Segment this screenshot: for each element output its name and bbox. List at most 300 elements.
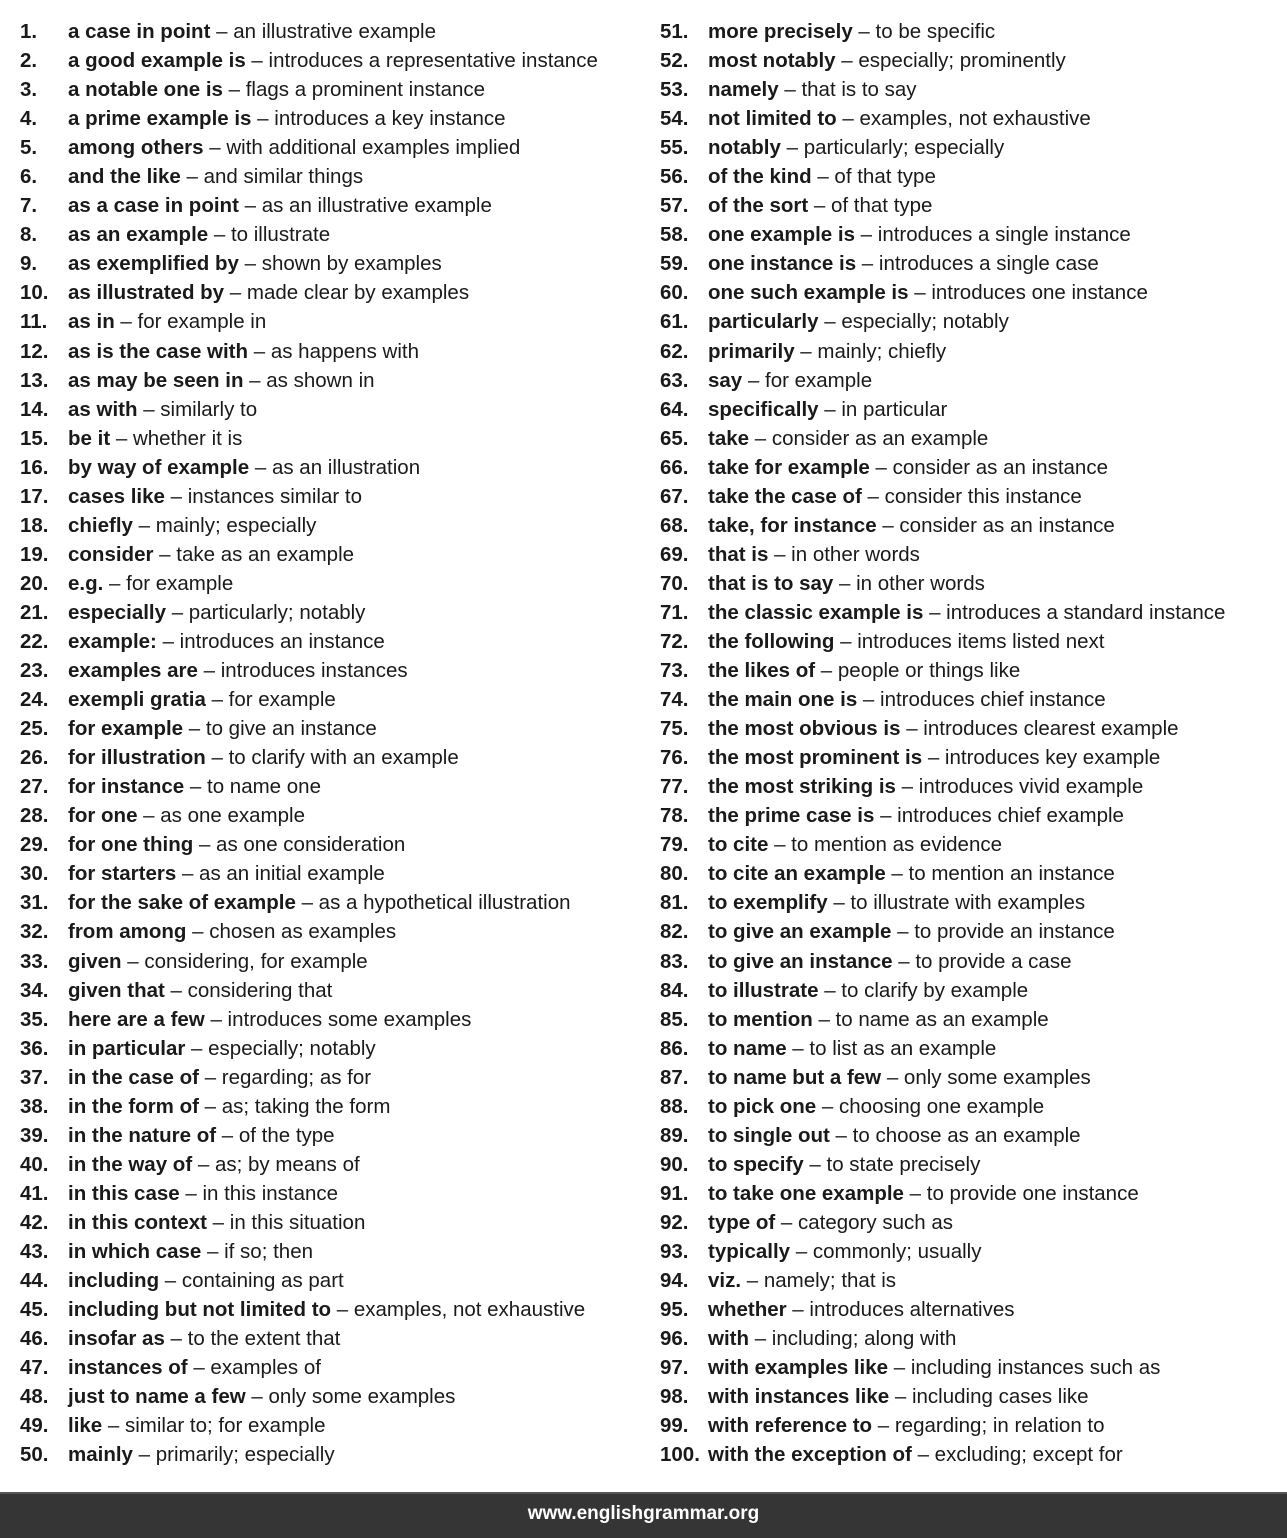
item-number: 35. [20,1007,49,1031]
list-item [20,656,645,685]
item-number: 57. [660,194,689,218]
item-term: notably [708,136,781,160]
list-item [20,1382,645,1411]
item-number: 11. [20,310,48,334]
item-number: 44. [20,1269,49,1293]
list-item [660,772,1280,801]
item-number: 92. [660,1210,689,1234]
item-definition: – especially; notably [185,1036,376,1060]
list-item [660,743,1280,772]
item-term: particularly [708,310,819,334]
list-item [660,1353,1280,1382]
item-term: for instance [68,775,185,799]
item-term: the prime case is [708,804,875,828]
item-term: the most prominent is [708,746,923,770]
item-term: take the case of [708,484,862,508]
list-item [660,1121,1280,1150]
item-number: 27. [20,775,49,799]
list-item [660,395,1280,424]
item-definition: – regarding; in relation to [872,1414,1105,1438]
item-term: instances of [68,1356,188,1380]
item-number: 12. [20,339,49,363]
list-item [660,220,1280,249]
item-definition: – introduces a single case [856,252,1099,276]
item-definition: – primarily; especially [132,1443,335,1467]
item-definition: – introduces clearest example [900,717,1179,741]
item-term: the classic example is [708,600,924,624]
item-definition: – introduces chief instance [857,688,1106,712]
item-term: that is [708,542,769,566]
item-term: namely [708,78,779,102]
item-number: 38. [20,1094,49,1118]
item-number: 51. [660,20,689,43]
list-item [20,482,645,511]
list-item [20,307,645,336]
item-definition: – and similar things [180,165,364,189]
item-term: for one [68,804,138,828]
item-definition: – to illustrate with examples [827,891,1086,915]
list-item [660,1208,1280,1237]
item-term: not limited to [708,107,837,131]
item-definition: – choosing one example [816,1094,1045,1118]
item-term: most notably [708,49,836,73]
list-item [20,540,645,569]
list-item [660,976,1280,1005]
item-term: of the sort [708,194,809,218]
item-definition: – considering that [164,978,333,1002]
item-definition: – particularly; notably [166,600,366,624]
item-term: take for example [708,455,870,479]
list-item [660,1237,1280,1266]
item-number: 21. [20,600,49,624]
item-number: 16. [20,455,49,479]
item-term: as may be seen in [68,368,244,392]
list-item [660,1382,1280,1411]
item-definition: – as one example [137,804,305,828]
item-term: including but not limited to [68,1298,332,1322]
item-term: specifically [708,397,819,421]
item-number: 5. [20,136,38,160]
item-number: 13. [20,368,49,392]
item-number: 54. [660,107,689,131]
item-number: 32. [20,920,49,944]
item-term: in the way of [68,1152,193,1176]
item-term: to take one example [708,1181,904,1205]
item-term: including [68,1269,160,1293]
list-item [20,1121,645,1150]
list-item [660,1063,1280,1092]
list-item [20,1150,645,1179]
item-term: in this context [68,1210,207,1234]
item-term: in the form of [68,1094,199,1118]
item-number: 15. [20,426,49,450]
item-term: chiefly [68,513,133,537]
item-number: 60. [660,281,689,305]
item-term: viz. [708,1269,742,1293]
item-number: 98. [660,1385,689,1409]
item-definition: – introduces a standard instance [923,600,1226,624]
item-definition: – as an initial example [176,862,385,886]
item-definition: – as one consideration [193,833,406,857]
item-number: 82. [660,920,689,944]
item-number: 37. [20,1065,49,1089]
item-definition: – introduces a key instance [251,107,506,131]
list-item [660,104,1280,133]
list-item [20,888,645,917]
item-number: 93. [660,1239,689,1263]
list-item [660,1034,1280,1063]
list-item [20,1295,645,1324]
item-number: 89. [660,1123,689,1147]
item-number: 33. [20,949,49,973]
item-number: 9. [20,252,38,276]
item-term: to exemplify [708,891,828,915]
item-definition: – consider as an instance [869,455,1108,479]
item-definition: – to provide a case [892,949,1072,973]
item-number: 41. [20,1181,49,1205]
item-number: 4. [20,107,38,131]
item-definition: – to clarify with an example [205,746,459,770]
item-definition: – as happens with [248,339,419,363]
item-definition: – containing as part [159,1269,344,1293]
item-number: 79. [660,833,689,857]
item-number: 39. [20,1123,49,1147]
item-number: 40. [20,1152,49,1176]
item-number: 25. [20,717,49,741]
list-item [20,772,645,801]
list-item [660,162,1280,191]
item-term: the likes of [708,659,816,683]
item-number: 100. [660,1443,700,1467]
item-number: 10. [20,281,49,305]
item-term: primarily [708,339,795,363]
item-definition: – especially; prominently [835,49,1066,73]
item-definition: – only some examples [245,1385,456,1409]
item-definition: – to be specific [852,20,996,43]
item-definition: – introduces instances [197,659,408,683]
item-definition: – for example [742,368,873,392]
item-term: with the exception of [708,1443,912,1467]
list-item [20,46,645,75]
list-item [20,75,645,104]
item-term: that is to say [708,571,834,595]
item-term: to mention [708,1007,813,1031]
item-number: 1. [20,20,38,43]
item-term: for one thing [68,833,194,857]
item-term: mainly [68,1443,133,1467]
item-term: whether [708,1298,787,1322]
item-term: with examples like [708,1356,889,1380]
item-number: 78. [660,804,689,828]
item-number: 86. [660,1036,689,1060]
item-number: 71. [660,600,689,624]
item-number: 52. [660,49,689,73]
item-definition: – commonly; usually [790,1239,982,1263]
item-term: be it [68,426,111,450]
item-definition: – with additional examples implied [203,136,521,160]
list-item [20,191,645,220]
item-number: 70. [660,571,689,595]
item-term: just to name a few [68,1385,246,1409]
item-number: 42. [20,1210,49,1234]
item-definition: – to provide an instance [891,920,1115,944]
item-number: 97. [660,1356,689,1380]
item-term: as exemplified by [68,252,239,276]
item-definition: – excluding; except for [911,1443,1123,1467]
item-term: for the sake of example [68,891,296,915]
item-definition: – similarly to [137,397,258,421]
list-item [660,888,1280,917]
item-term: among others [68,136,204,160]
left-column [20,17,645,1469]
item-definition: – consider this instance [861,484,1082,508]
item-definition: – to illustrate [208,223,331,247]
list-item [20,569,645,598]
list-item [660,1324,1280,1353]
item-definition: – mainly; chiefly [794,339,947,363]
item-number: 77. [660,775,689,799]
item-term: for starters [68,862,177,886]
item-definition: – take as an example [153,542,355,566]
item-number: 84. [660,978,689,1002]
item-definition: – as; by means of [192,1152,360,1176]
list-item [660,1266,1280,1295]
item-term: the most obvious is [708,717,901,741]
item-definition: – especially; notably [818,310,1009,334]
item-definition: – only some examples [881,1065,1091,1089]
item-definition: – examples, not exhaustive [836,107,1091,131]
item-term: especially [68,600,167,624]
item-number: 67. [660,484,689,508]
item-number: 74. [660,688,689,712]
item-term: as with [68,397,138,421]
item-number: 87. [660,1065,689,1089]
list-item [660,598,1280,627]
item-definition: – introduces items listed next [834,629,1105,653]
item-number: 46. [20,1327,49,1351]
item-term: consider [68,542,154,566]
item-term: in this case [68,1181,180,1205]
list-item [660,830,1280,859]
list-item [660,947,1280,976]
item-number: 29. [20,833,49,857]
item-term: with reference to [708,1414,873,1438]
item-definition: – if so; then [201,1239,313,1263]
item-number: 56. [660,165,689,189]
list-item [20,104,645,133]
item-term: to specify [708,1152,804,1176]
item-term: in which case [68,1239,202,1263]
item-term: from among [68,920,187,944]
item-number: 55. [660,136,689,160]
list-item [20,511,645,540]
item-term: to cite an example [708,862,886,886]
list-item [20,830,645,859]
list-item [20,395,645,424]
item-number: 19. [20,542,49,566]
item-definition: – for example in [114,310,267,334]
list-item [660,656,1280,685]
list-item [660,191,1280,220]
item-definition: – that is to say [778,78,917,102]
item-number: 62. [660,339,689,363]
item-term: to give an example [708,920,892,944]
footer-bar [0,1492,1287,1538]
item-term: for illustration [68,746,206,770]
item-term: a prime example is [68,107,252,131]
item-number: 49. [20,1414,49,1438]
list-item [660,249,1280,278]
item-term: examples are [68,659,198,683]
item-term: one instance is [708,252,857,276]
item-term: a good example is [68,49,246,73]
item-term: for example [68,717,184,741]
list-item [20,1092,645,1121]
list-item [20,424,645,453]
list-item [20,133,645,162]
item-term: cases like [68,484,165,508]
item-definition: – of that type [808,194,933,218]
item-definition: – to mention an instance [885,862,1115,886]
item-term: exempli gratia [68,688,206,712]
list-item [20,598,645,627]
item-number: 24. [20,688,49,712]
list-item [20,801,645,830]
item-definition: – consider as an instance [876,513,1115,537]
item-term: insofar as [68,1327,165,1351]
item-definition: – particularly; especially [780,136,1005,160]
item-definition: – in this instance [179,1181,339,1205]
item-term: with instances like [708,1385,890,1409]
item-number: 50. [20,1443,49,1467]
item-definition: – including; along with [749,1327,957,1351]
item-term: take [708,426,750,450]
list-item [660,917,1280,946]
list-item [20,1266,645,1295]
item-number: 43. [20,1239,49,1263]
list-item [660,1150,1280,1179]
item-definition: – in other words [768,542,920,566]
item-definition: – of the type [216,1123,335,1147]
item-term: in particular [68,1036,186,1060]
list-item [20,278,645,307]
item-term: the following [708,629,835,653]
list-item [20,1063,645,1092]
item-number: 45. [20,1298,49,1322]
item-term: e.g. [68,571,104,595]
item-number: 88. [660,1094,689,1118]
item-number: 53. [660,78,689,102]
list-item [660,569,1280,598]
list-item [20,917,645,946]
list-item [20,743,645,772]
item-number: 68. [660,513,689,537]
item-definition: – to clarify by example [818,978,1029,1002]
item-definition: – people or things like [815,659,1021,683]
item-number: 58. [660,223,689,247]
item-term: to name but a few [708,1065,882,1089]
item-number: 48. [20,1385,49,1409]
item-number: 2. [20,49,38,73]
list-item [20,685,645,714]
list-item [20,453,645,482]
item-term: more precisely [708,20,853,43]
item-definition: – consider as an example [749,426,989,450]
item-definition: – examples of [187,1356,321,1380]
item-definition: – considering, for example [121,949,368,973]
item-definition: – namely; that is [741,1269,897,1293]
item-definition: – similar to; for example [102,1414,326,1438]
item-definition: – as an illustration [249,455,421,479]
item-term: given that [68,978,165,1002]
list-item [660,714,1280,743]
list-item [20,976,645,1005]
item-term: to illustrate [708,978,819,1002]
list-item [20,1353,645,1382]
list-item [20,947,645,976]
item-number: 73. [660,659,689,683]
list-item [660,1440,1280,1469]
item-number: 72. [660,629,689,653]
list-item [660,1179,1280,1208]
item-term: to cite [708,833,769,857]
item-number: 66. [660,455,689,479]
item-definition: – as an illustrative example [238,194,492,218]
item-number: 76. [660,746,689,770]
item-number: 3. [20,78,38,102]
item-number: 64. [660,397,689,421]
item-number: 65. [660,426,689,450]
item-definition: – examples, not exhaustive [331,1298,586,1322]
item-number: 8. [20,223,38,247]
item-definition: – introduces one instance [908,281,1148,305]
item-term: say [708,368,743,392]
list-item [660,540,1280,569]
item-term: as in [68,310,115,334]
item-term: as illustrated by [68,281,225,305]
list-item [660,75,1280,104]
item-definition: – an illustrative example [210,20,437,43]
list-item [20,1324,645,1353]
list-item [660,278,1280,307]
item-definition: – introduces a representative instance [245,49,598,73]
list-item [20,859,645,888]
item-number: 20. [20,571,49,595]
item-number: 30. [20,862,49,886]
item-definition: – including instances such as [888,1356,1161,1380]
item-term: a notable one is [68,78,223,102]
list-item [660,1295,1280,1324]
list-item [20,366,645,395]
item-number: 7. [20,194,38,218]
list-item [20,1208,645,1237]
item-number: 34. [20,978,49,1002]
item-term: to name [708,1036,787,1060]
list-item [20,1411,645,1440]
list-item [20,1179,645,1208]
item-term: the main one is [708,688,858,712]
list-item [660,46,1280,75]
item-definition: – for example [205,688,336,712]
list-item [20,17,645,46]
list-item [660,424,1280,453]
item-number: 90. [660,1152,689,1176]
item-number: 99. [660,1414,689,1438]
item-definition: – to name one [184,775,321,799]
item-definition: – flags a prominent instance [222,78,486,102]
item-term: in the case of [68,1065,200,1089]
item-number: 17. [20,484,49,508]
